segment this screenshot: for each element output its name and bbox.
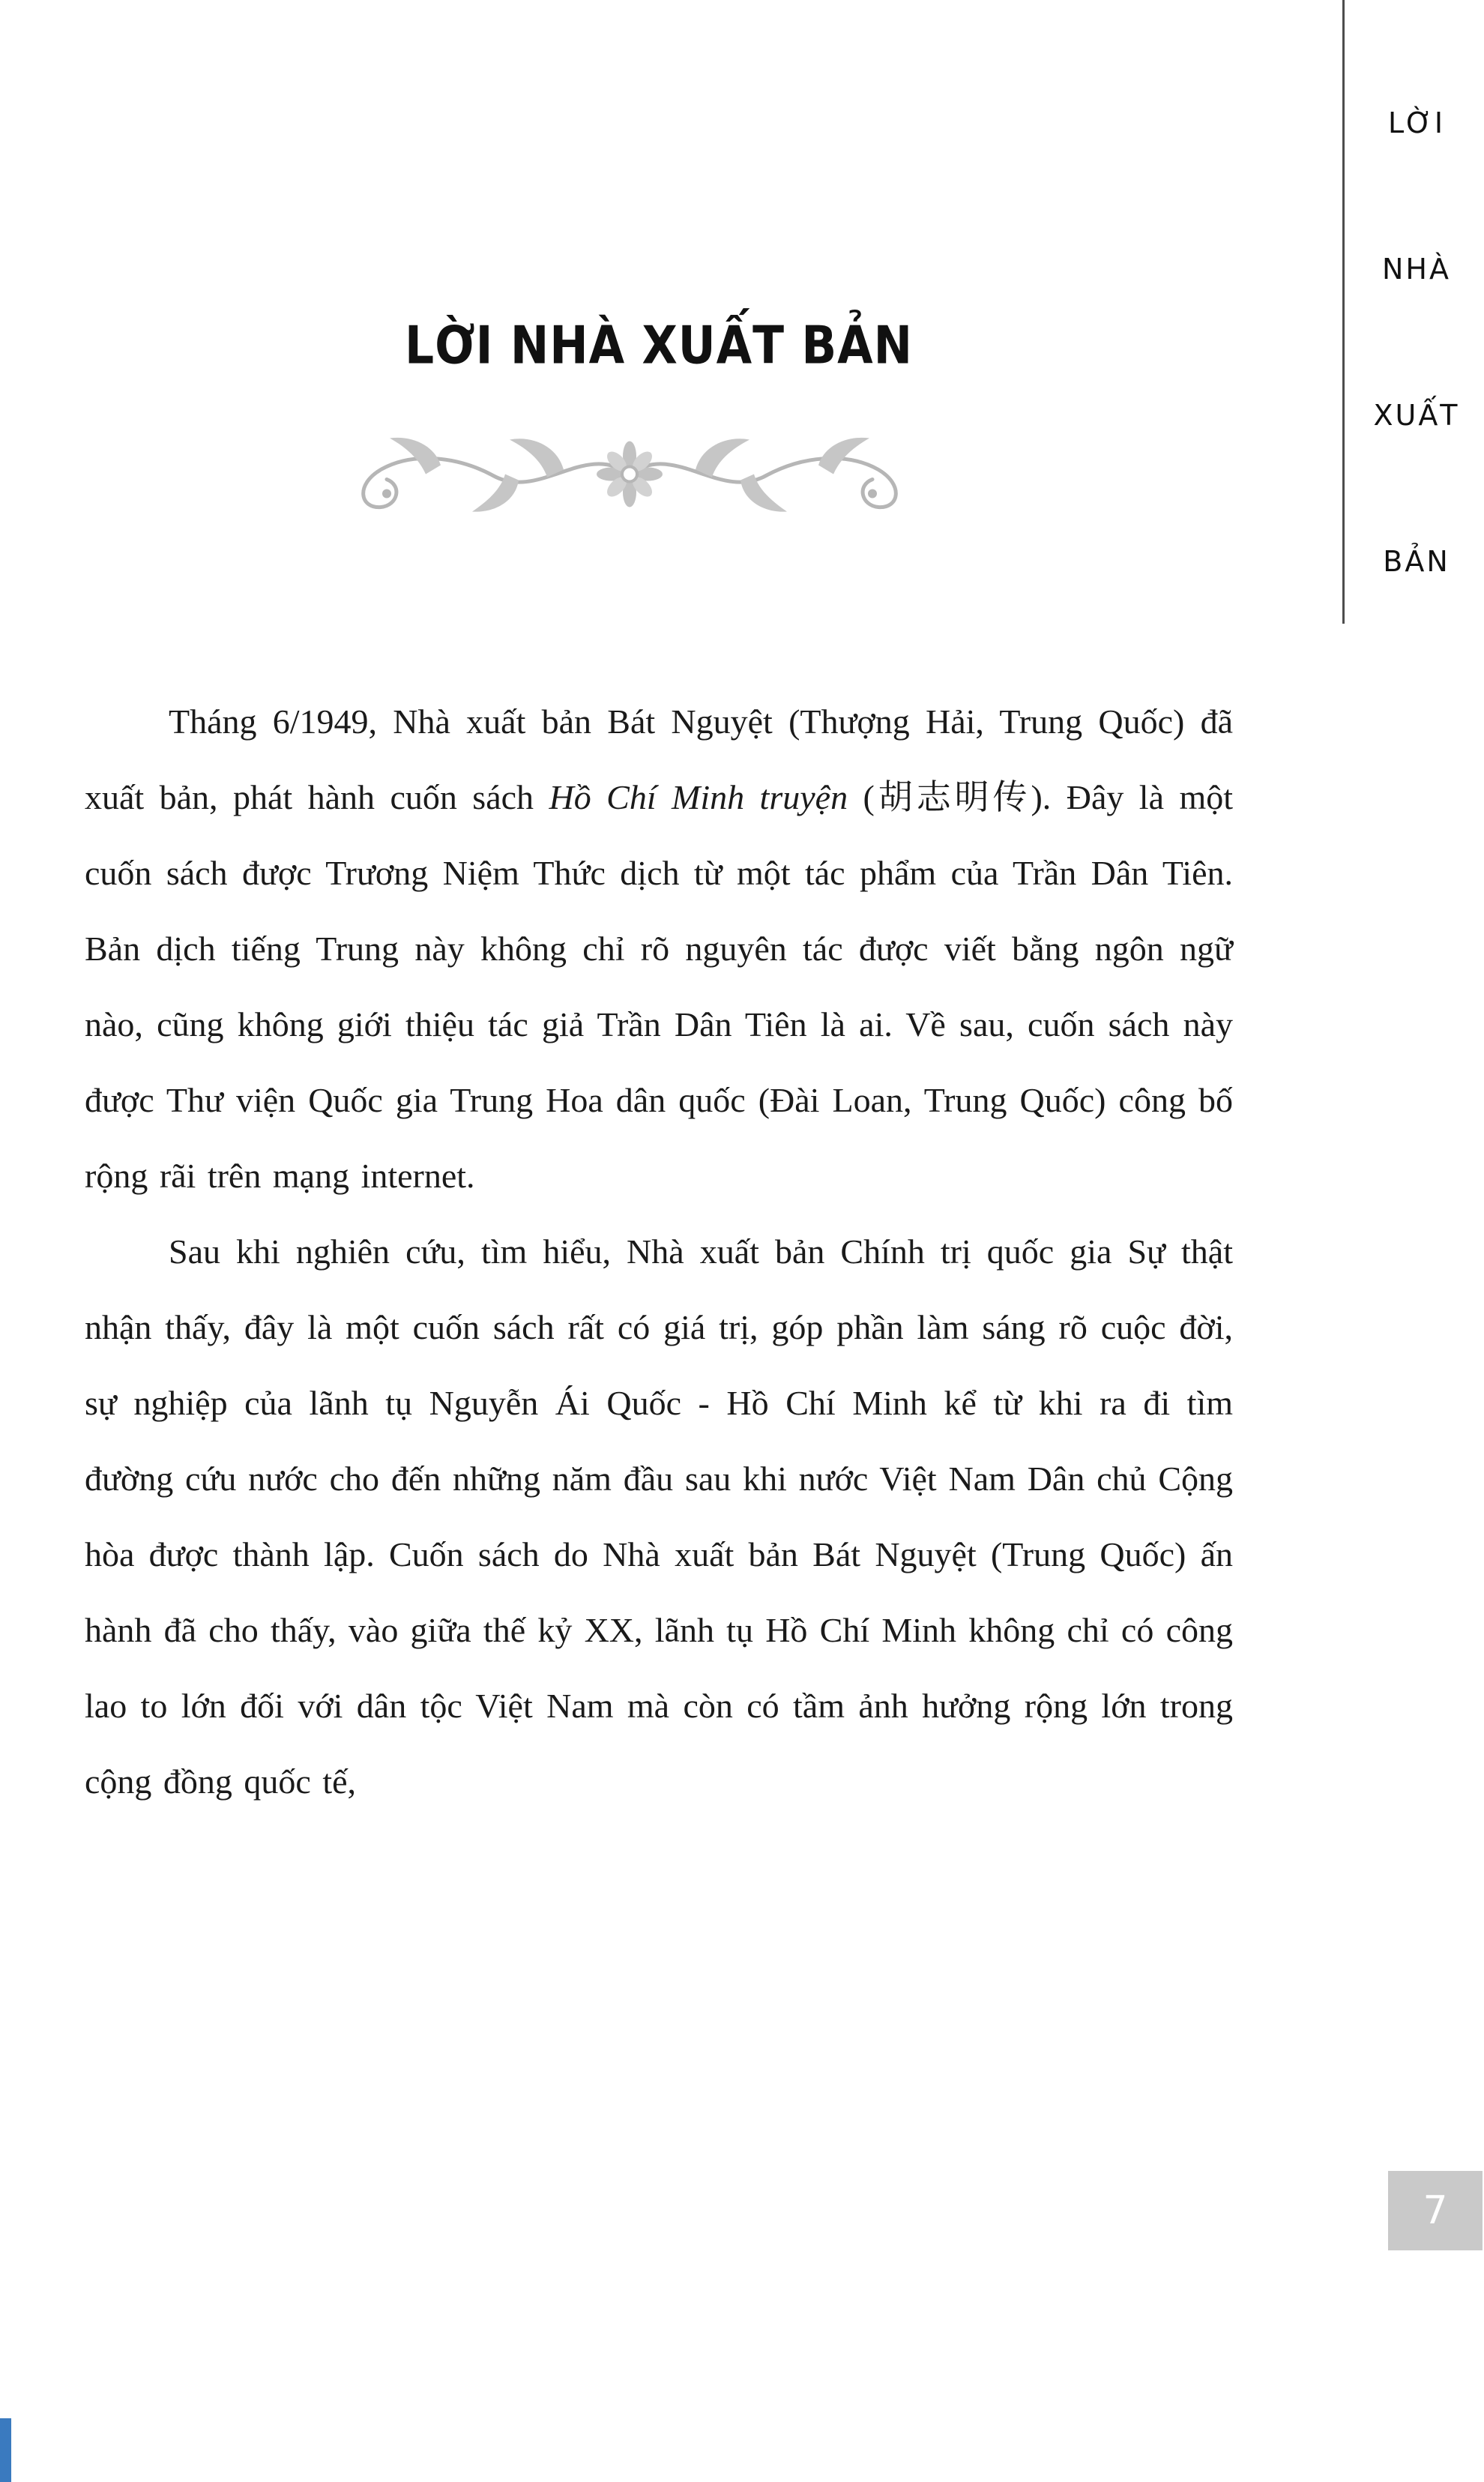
sidebar-word-ban: BẢN — [1383, 545, 1450, 578]
book-title-italic: Hồ Chí Minh truyện — [549, 778, 848, 816]
page-number: 7 — [1423, 2188, 1448, 2233]
ornament-center-flower — [597, 442, 663, 507]
sidebar-word-nha: NHÀ — [1382, 253, 1451, 286]
paragraph-1 — [85, 684, 1233, 1214]
print-mark — [0, 2418, 11, 2482]
paragraph-2 — [85, 1214, 1233, 1819]
sidebar-word-loi: LỜI — [1387, 106, 1446, 139]
ornament-flourish-icon — [292, 426, 967, 519]
paragraph-1-text-b: (胡志明传). Đây là một cuốn sách được Trương Niệm Thức dịch từ một tác phẩm của Trần Dân Tiên. Bản dịch tiếng Trung này không chỉ rõ nguyên tác được viết bằng ngôn ngữ nào, cũng không giới thiệu tác giả Trần Dân Tiên là ai. Về sau, cuốn sách này được Thư viện Quốc gia Trung Hoa dân quốc (Đài Loan, Trung Quốc) công bố rộng rãi trên mạng internet. — [85, 778, 1234, 1195]
sidebar-word-xuat: XUẤT — [1373, 399, 1460, 432]
sidebar-vertical-rule — [1342, 0, 1345, 624]
margin-chapter-label — [1349, 105, 1484, 579]
paragraph-1-text-a: Tháng 6/1949, Nhà xuất bản Bát Nguyệt (Thượng Hải, Trung Quốc) đã xuất bản, phát hành cuốn sách — [85, 702, 1233, 816]
body-text — [85, 684, 1233, 1819]
page-title: LỜI NHÀ XUẤT BẢN — [404, 316, 914, 376]
paragraph-2-text: Sau khi nghiên cứu, tìm hiểu, Nhà xuất bản Chính trị quốc gia Sự thật nhận thấy, đây là một cuốn sách rất có giá trị, góp phần làm sáng rõ cuộc đời, sự nghiệp của lãnh tụ Nguyễn Ái Quốc - Hồ Chí Minh kể từ khi ra đi tìm đường cứu nước cho đến những năm đầu sau khi nước Việt Nam Dân chủ Cộng hòa được thành lập. Cuốn sách do Nhà xuất bản Bát Nguyệt (Trung Quốc) ấn hành đã cho thấy, vào giữa thế kỷ XX, lãnh tụ Hồ Chí Minh không chỉ có công lao to lớn đối với dân tộc Việt Nam mà còn có tầm ảnh hưởng rộng lớn trong cộng đồng quốc tế, — [85, 1232, 1233, 1801]
page-number-badge — [1388, 2171, 1483, 2250]
